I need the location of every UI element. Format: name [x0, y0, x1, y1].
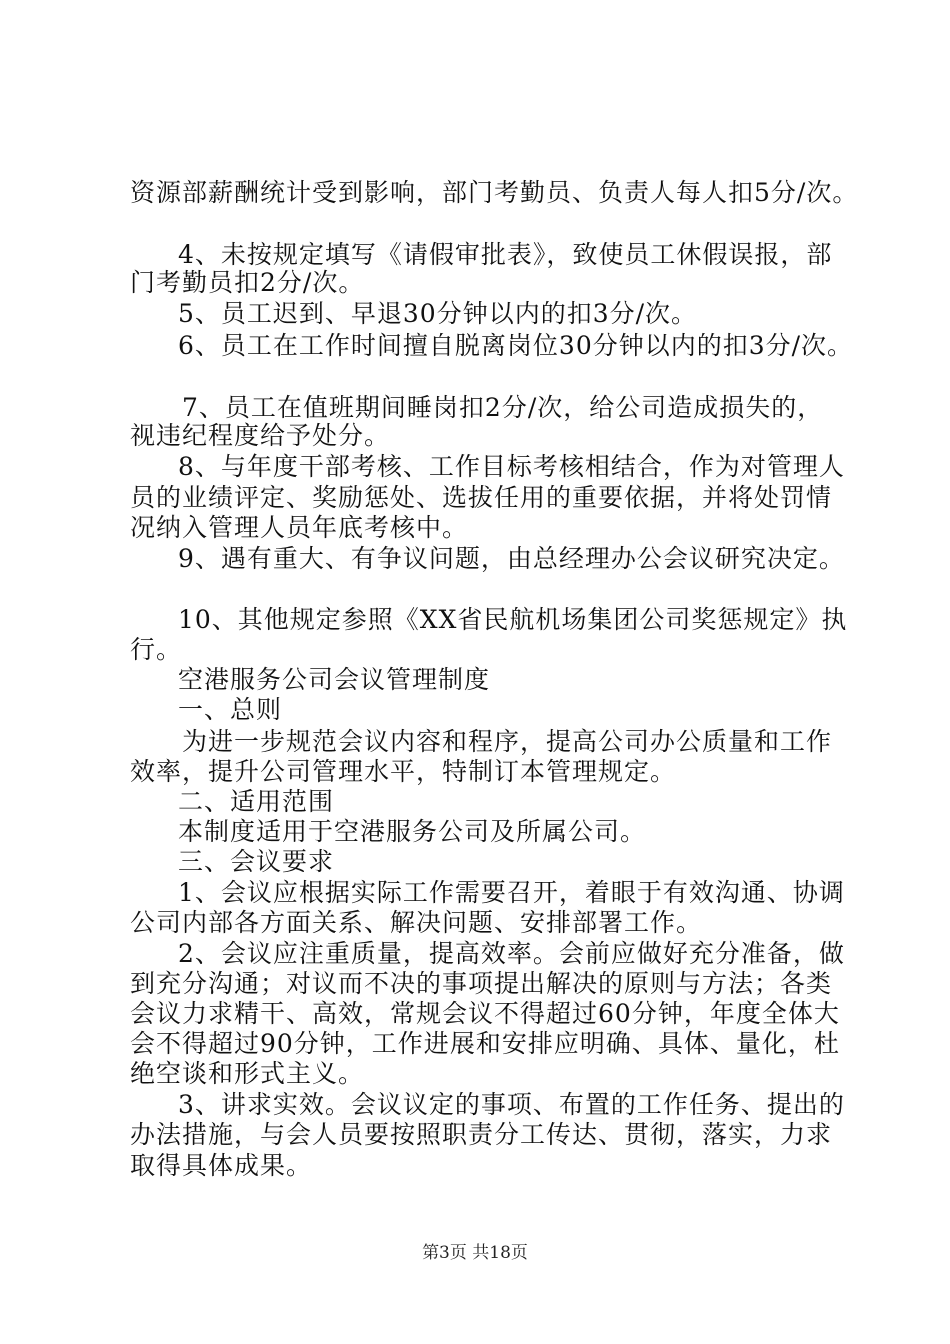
text-line: 2、会议应注重质量，提高效率。会前应做好充分准备，做: [178, 939, 845, 968]
text-line: 10、其他规定参照《XX省民航机场集团公司奖惩规定》执: [178, 605, 848, 634]
text-line: 3、讲求实效。会议议定的事项、布置的工作任务、提出的: [178, 1090, 845, 1119]
text-line: 本制度适用于空港服务公司及所属公司。: [178, 817, 647, 846]
text-line: 为进一步规范会议内容和程序，提高公司办公质量和工作: [182, 727, 833, 756]
text-line: 1、会议应根据实际工作需要召开，着眼于有效沟通、协调: [178, 878, 845, 907]
text-line: 绝空谈和形式主义。: [130, 1059, 365, 1088]
text-line: 会议力求精干、高效，常规会议不得超过60分钟，年度全体大: [130, 999, 840, 1028]
text-line: 7、员工在值班期间睡岗扣2分/次，给公司造成损失的，: [182, 393, 824, 422]
page-number: 第3页 共18页: [422, 1243, 528, 1263]
text-line: 况纳入管理人员年底考核中。: [130, 513, 469, 542]
section-heading: 二、适用范围: [178, 787, 335, 816]
text-line: 效率，提升公司管理水平，特制订本管理规定。: [130, 757, 677, 786]
section-heading: 一、总则: [178, 695, 283, 724]
text-line: 4、未按规定填写《请假审批表》，致使员工休假误报，部: [178, 240, 833, 269]
text-line: 5、员工迟到、早退30分钟以内的扣3分/次。: [178, 299, 698, 328]
text-line: 员的业绩评定、奖励惩处、选拔任用的重要依据，并将处罚情: [130, 483, 833, 512]
text-line: 行。: [130, 635, 183, 664]
text-line: 门考勤员扣2分/次。: [130, 268, 365, 297]
text-line: 9、遇有重大、有争议问题，由总经理办公会议研究决定。: [178, 544, 845, 573]
text-line: 会不得超过90分钟，工作进展和安排应明确、具体、量化，杜: [130, 1029, 840, 1058]
text-line: 视违纪程度给予处分。: [130, 421, 391, 450]
text-line: 资源部薪酬统计受到影响，部门考勤员、负责人每人扣5分/次。: [130, 178, 859, 207]
text-line: 办法措施，与会人员要按照职责分工传达、贯彻，落实，力求: [130, 1120, 833, 1149]
section-heading: 三、会议要求: [178, 847, 335, 876]
text-line: 取得具体成果。: [130, 1151, 313, 1180]
text-line: 公司内部各方面关系、解决问题、安排部署工作。: [130, 908, 703, 937]
text-line: 到充分沟通；对议而不决的事项提出解决的原则与方法；各类: [130, 969, 833, 998]
text-line: 6、员工在工作时间擅自脱离岗位30分钟以内的扣3分/次。: [178, 331, 854, 360]
section-title: 空港服务公司会议管理制度: [178, 665, 491, 694]
text-line: 8、与年度干部考核、工作目标考核相结合，作为对管理人: [178, 452, 845, 481]
